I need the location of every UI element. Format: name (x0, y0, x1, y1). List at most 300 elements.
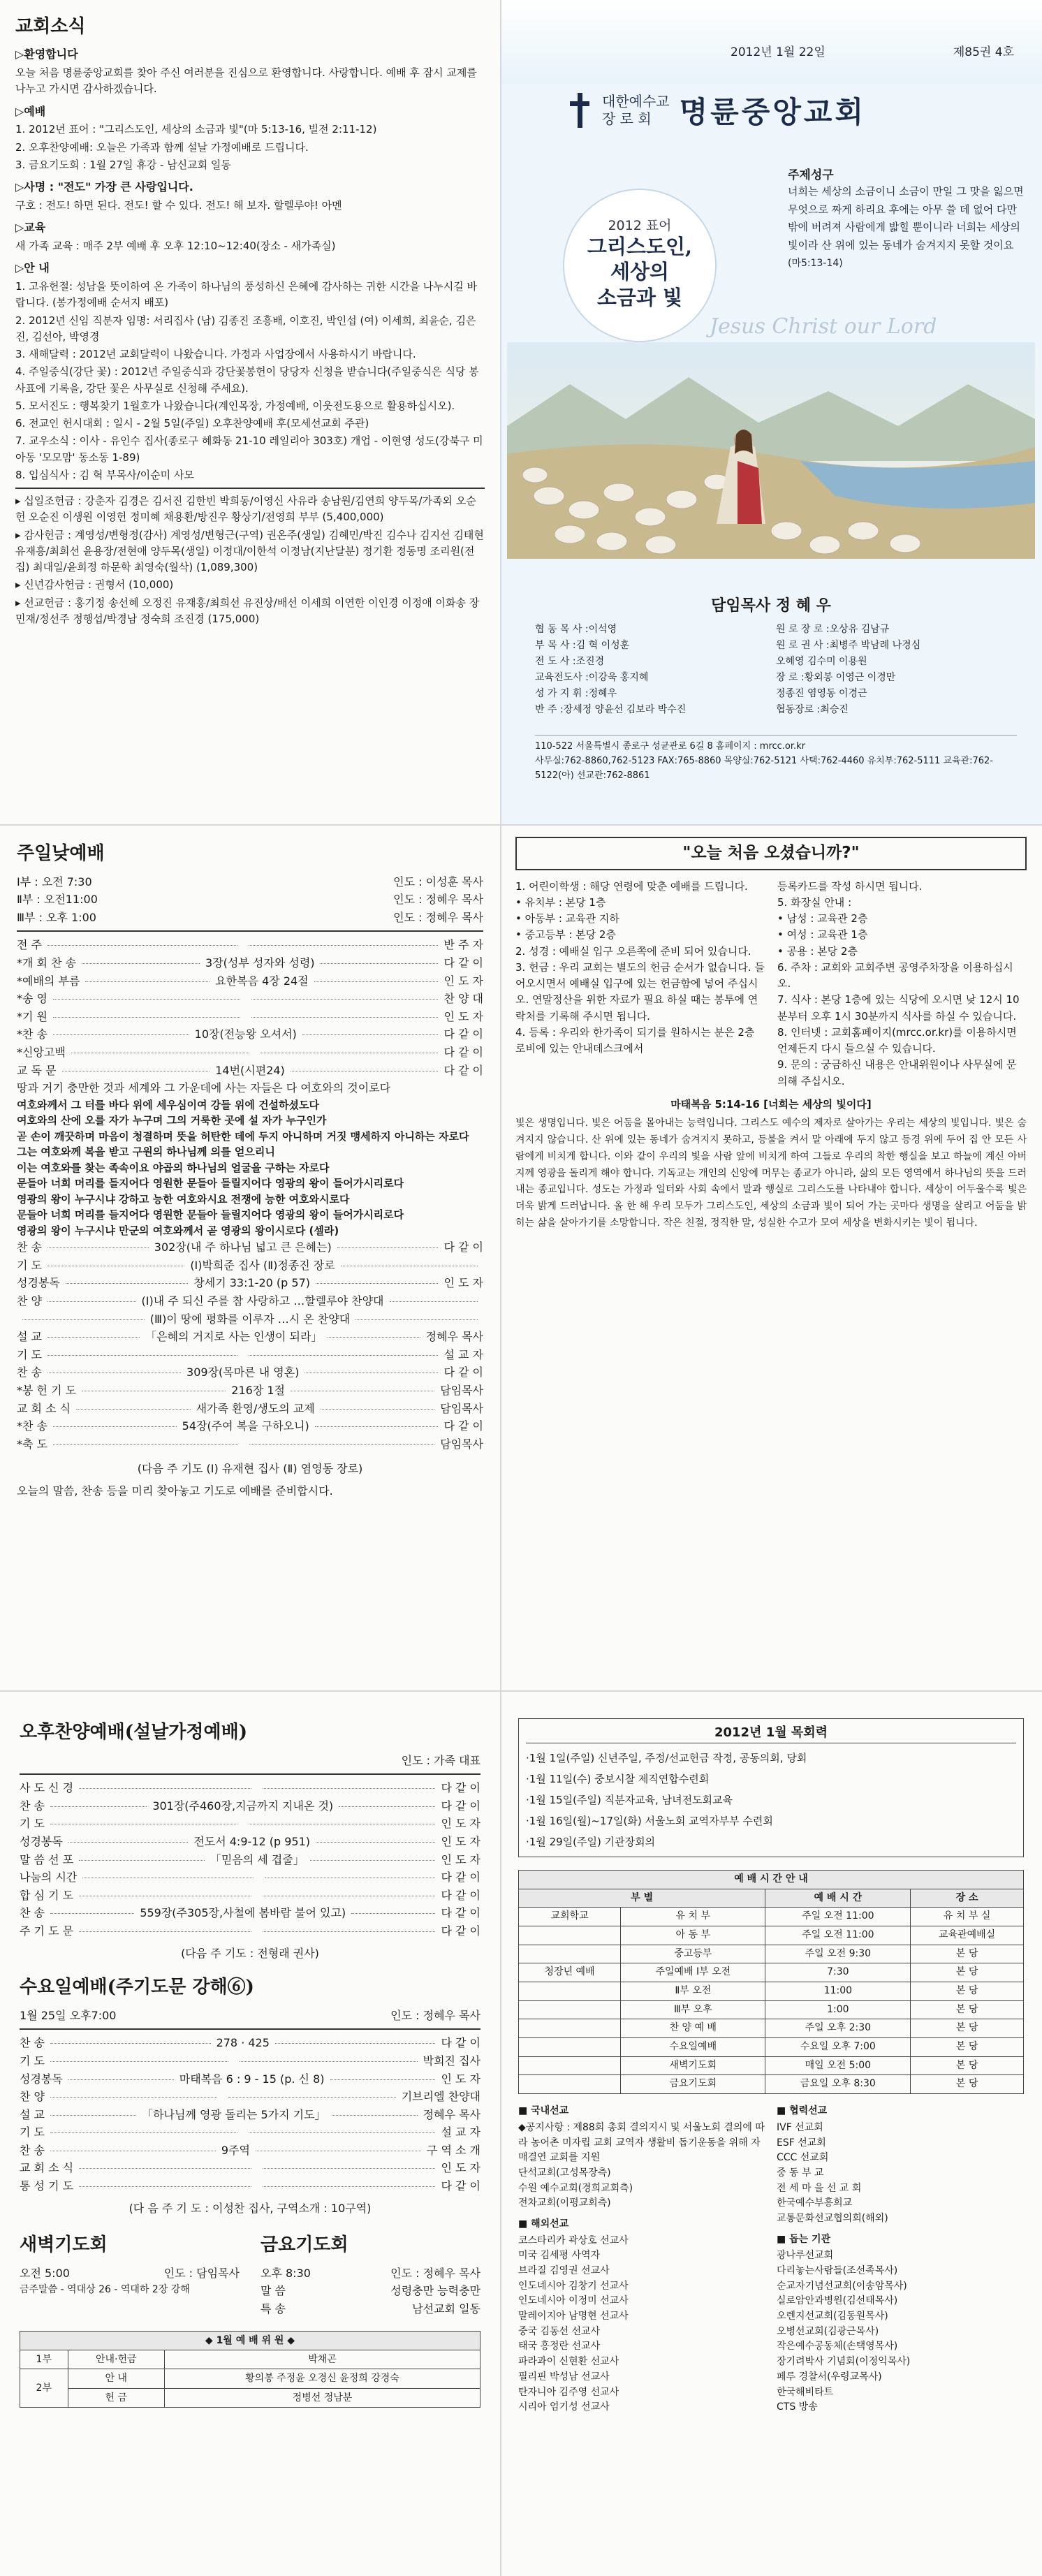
order-label: 성경봉독 (17, 1276, 60, 1290)
church-name: 명륜중앙교회 (679, 95, 867, 129)
friday-time: 오후 8:30 (260, 2266, 311, 2280)
theme-verse-ref: (마5:13-14) (788, 258, 843, 269)
org-item: CTS 방송 (777, 2401, 818, 2413)
order-dots (53, 999, 240, 1000)
order-person: 반 주 자 (443, 938, 484, 952)
friday-row-value: 남선교회 일동 (412, 2302, 480, 2316)
missionary-item: 말레이지아 남명현 선교사 (518, 2311, 629, 2322)
overseas-heading: ■ 해외선교 (518, 2218, 569, 2230)
duty-cell: 박채곤 (164, 2350, 480, 2369)
order-content: (Ⅰ)내 주 되신 주를 참 사랑하고 …할렐루야 찬양대 (141, 1294, 384, 1308)
dawn-title: 새벽기도회 (20, 2234, 108, 2256)
phone-line: 사무실:762-8860,762-5123 FAX:765-8860 목양실:762-5121 사택:762-4460 유치부:762-5111 교육관:762-5122(아) 선교관:762-8861 (535, 755, 993, 781)
duty-cell: 안내·헌금 (68, 2350, 164, 2369)
table-row (20, 2388, 480, 2407)
missionary-item: 브라질 김영권 선교사 (518, 2265, 610, 2277)
order-label: 기 도 (20, 2125, 45, 2139)
mission-lists (518, 2104, 1024, 2415)
order-dots (249, 2132, 436, 2133)
cross-icon (567, 93, 592, 128)
order-label: 기 도 (20, 2054, 45, 2068)
order-dots (355, 1319, 478, 1320)
order-person: 박희진 집사 (423, 2054, 480, 2068)
order-content: 새가족 환영/생도의 교제 (196, 1401, 315, 1415)
order-content: (Ⅰ)박희준 집사 (Ⅱ)정종진 장로 (190, 1258, 335, 1272)
order-label: *신앙고백 (17, 1045, 66, 1059)
mission-item: ◆공지사항 : 제88회 총회 결의지시 및 서울노회 결의에 따라 농어촌 미자립 교회 교역자 생활비 돕기운동을 위해 자매결연 교회를 지원 (518, 2121, 765, 2164)
wednesday-leader: 인도 : 정혜우 목사 (390, 2008, 480, 2022)
friday-info (260, 2264, 480, 2283)
partner-item: 교통문화선교협의회(해외) (777, 2212, 888, 2224)
order-row (17, 1257, 483, 1275)
page-other-services (0, 1690, 500, 2576)
order-label: 사 도 신 경 (20, 1781, 74, 1795)
calendar-item: ·1월 16일(월)~17일(화) 서울노회 교역자부부 수련회 (526, 1814, 773, 1827)
order-content: 「은혜의 거지로 사는 인생이 되라」 (145, 1330, 323, 1344)
order-row (17, 1346, 483, 1364)
schedule-cell: 본 당 (911, 1945, 1024, 1963)
guide-item: 5. 화장실 안내 : (777, 895, 852, 909)
order-dots (47, 945, 237, 946)
missionary-item: 인도네시아 김창기 선교사 (518, 2280, 629, 2292)
time-text: Ⅰ부 : 오전 7:30 (17, 874, 92, 888)
table-row (519, 2075, 1024, 2094)
news-title: 교회소식 (15, 16, 86, 37)
order-label: 기 도 (17, 1258, 42, 1272)
service-time (17, 873, 483, 891)
order-row (17, 1062, 483, 1080)
order-row (20, 2088, 480, 2106)
duty-table (20, 2331, 480, 2408)
schedule-cell: 주일예배 Ⅰ부 오전 (621, 1963, 765, 1982)
duty-cell: 정병선 정남분 (164, 2388, 480, 2407)
mission-text: 구호 : 전도! 하면 된다. 전도! 할 수 있다. 전도! 해 보자. 할렐루야! 아멘 (15, 198, 342, 212)
worship-item: 1. 2012년 표어 : "그리스도인, 세상의 소금과 빛"(마 5:13-16, 빌전 2:11-12) (15, 123, 377, 136)
order-person: 설 교 자 (441, 2125, 481, 2139)
order-content: 마태복음 6 : 9 - 15 (p. 신 8) (179, 2072, 325, 2086)
page-calendar (500, 1690, 1042, 2576)
staff-list (535, 622, 1017, 719)
order-dots (263, 2168, 435, 2169)
missionary-item: 인도네시아 이정미 선교사 (518, 2295, 629, 2307)
welcome-heading: ▷환영합니다 (15, 47, 78, 61)
order-person: 다 같 이 (441, 1906, 481, 1920)
order-row (20, 1887, 480, 1905)
guide-item: • 유치부 : 본당 1층 (515, 895, 606, 909)
order-of-service-2 (17, 1238, 483, 1453)
overseas-list (518, 2234, 765, 2415)
schedule-cell: 본 당 (911, 2056, 1024, 2075)
order-content: 창세기 33:1-20 (p 57) (193, 1276, 310, 1290)
order-label: *축 도 (17, 1437, 47, 1451)
divider (20, 1773, 480, 1775)
org-item: 한국해비타트 (777, 2386, 834, 2398)
order-person: 담임목사 (440, 1383, 484, 1397)
partner-item: IVF 선교회 (777, 2121, 823, 2133)
order-dots (53, 1034, 189, 1035)
wednesday-title: 수요일예배(주기도문 강해⑥) (20, 1977, 254, 1998)
staff-cell: 원 로 권 사 :최병주 박남례 나경심 (776, 640, 921, 652)
theme-verse-label: 주제성구 (788, 168, 834, 182)
partner-item: ESF 선교회 (777, 2137, 826, 2149)
order-person: 인 도 자 (443, 974, 483, 988)
schedule-cell: 새벽기도회 (621, 2056, 765, 2075)
staff-cell: 장 로 :황외봉 이영근 이경만 (776, 672, 896, 684)
schedule-cell: 수요일 오후 7:00 (765, 2038, 911, 2057)
order-content: 559장(주305장,사철에 봄바람 불어 있고) (140, 1906, 346, 1920)
leader-text: 인도 : 이성훈 목사 (393, 874, 483, 888)
domestic-list (518, 2121, 765, 2211)
order-row (17, 1238, 483, 1257)
responsive-line: 문들아 너희 머리를 들지어다 영원한 문들아 들릴지어다 영광의 왕이 들어가시리로다 (17, 1177, 404, 1190)
time-text: Ⅱ부 : 오전11:00 (17, 893, 98, 907)
order-dots (79, 1788, 251, 1789)
staff-cell: 반 주 :장세정 양윤선 김보라 박수진 (535, 704, 687, 716)
order-of-service (17, 936, 483, 1079)
order-dots (263, 1931, 435, 1932)
missionary-item: 파라과이 신현환 선교사 (518, 2356, 619, 2368)
order-content: 309장(목마른 내 영혼) (186, 1366, 300, 1380)
order-row (17, 954, 483, 972)
order-content: 9주역 (221, 2143, 250, 2157)
order-label: 성경봉독 (20, 2072, 63, 2086)
org-list (777, 2248, 1024, 2415)
mission-col-left (518, 2104, 765, 2415)
guide-item: 7. 교우소식 : 이사 - 유인수 집사(종로구 혜화동 21-10 레일리아 303호) 개업 - 이현영 성도(강북구 미아동 '모모맘' 동소동 1-89) (15, 434, 483, 464)
order-label: *봉 헌 기 도 (17, 1383, 77, 1397)
duty-cell: 2부 (20, 2369, 68, 2408)
sheet-divider (0, 1690, 1042, 1692)
schedule-cell: 아 동 부 (621, 1926, 765, 1945)
order-label: 성경봉독 (20, 1834, 63, 1848)
org-heading: ■ 돕는 기관 (777, 2233, 831, 2245)
order-dots (240, 2061, 418, 2062)
order-row (20, 2052, 480, 2070)
guide-heading: ▷안 내 (15, 261, 50, 275)
staff-cell: 원 로 장 로 :오상유 김남규 (776, 624, 890, 635)
next-week-prayer: (다음 주 기도 (Ⅰ) 유재현 집사 (Ⅱ) 염영동 장로) (137, 1462, 363, 1476)
order-content: 216장 1절 (231, 1383, 285, 1397)
order-dots (50, 2097, 217, 2098)
calendar-item: ·1월 15일(주일) 직분자교육, 남녀전도회교육 (526, 1793, 733, 1806)
motto-line: 그리스도인, (587, 235, 693, 258)
table-row (519, 1889, 1024, 1908)
guide-item: 1. 어린이학생 : 해당 연령에 맞춘 예배를 드립니다. (515, 879, 748, 893)
order-dots (68, 2079, 174, 2080)
guide-column-right (777, 879, 1027, 1090)
schedule-header: 장 소 (911, 1889, 1024, 1908)
order-row (20, 2106, 480, 2124)
guide-column-left (515, 879, 765, 1090)
missionary-item: 태국 홍정란 선교사 (518, 2341, 601, 2352)
staff-row (535, 654, 1017, 670)
page-sunday-service (0, 824, 500, 1690)
order-row (20, 2034, 480, 2052)
order-label: 찬 양 (17, 1294, 42, 1308)
order-content: 전도서 4:9-12 (p 951) (193, 1834, 310, 1848)
newcomer-banner: "오늘 처음 오셨습니까?" (515, 837, 1027, 870)
newcomer-guide (515, 879, 1027, 1090)
guide-item: 3. 새해달력 : 2012년 교회달력이 나왔습니다. 가정과 사업장에서 사용하시기 바랍니다. (15, 348, 416, 361)
order-dots (68, 1842, 188, 1843)
schedule-cell: 교육관예배실 (911, 1926, 1024, 1945)
org-item: 실로암안과병원(김선태목사) (777, 2295, 898, 2307)
order-dots (249, 945, 439, 946)
order-row (17, 1310, 483, 1329)
order-person: 다 같 이 (441, 2179, 481, 2193)
afternoon-leader: 인도 : 가족 대표 (401, 1753, 480, 1767)
partner-list (777, 2121, 1024, 2227)
mission-item: 단석교회(고성목장측) (518, 2167, 611, 2179)
order-person: 인 도 자 (441, 1817, 481, 1831)
mission-item: 전차교회(이평교회측) (518, 2197, 611, 2209)
staff-row (535, 686, 1017, 702)
order-dots (85, 981, 210, 982)
partner-item: 전 세 마 을 선 교 회 (777, 2182, 862, 2194)
order-dots (50, 2043, 211, 2044)
schedule-cell: 매일 오전 5:00 (765, 2056, 911, 2075)
friday-row (260, 2300, 480, 2318)
order-content: 54장(주여 복을 구하오니) (182, 1419, 309, 1433)
duty-cell: 헌 금 (68, 2388, 164, 2407)
guide-item: 4. 주일중식(강단 꽃) : 2012년 주일중식과 강단꽃봉헌이 당당자 신청을 받습니다(주일중식은 식당 봉사표에 기록을, 강단 꽃은 사무실로 신청해 주세요). (15, 365, 479, 395)
order-row (17, 1008, 483, 1026)
order-content: (Ⅲ)이 땅에 평화를 이루자 …시 온 찬양대 (149, 1312, 351, 1326)
order-person: 인 도 자 (443, 1009, 484, 1023)
schedule-cell: 주일 오전 11:00 (765, 1926, 911, 1945)
order-dots (79, 1931, 251, 1932)
wednesday-time: 1월 25일 오후7:00 (20, 2008, 117, 2022)
theme-verse (788, 183, 1025, 272)
sheet-divider (0, 824, 1042, 826)
denomination-line: 대한예수교 (602, 93, 670, 110)
order-person: 정혜우 목사 (425, 1330, 483, 1344)
order-dots (328, 1337, 420, 1338)
bulletin-issue: 제85권 4호 (953, 45, 1014, 59)
partner-item: 중 동 부 교 (777, 2167, 824, 2179)
order-label: 주 기 도 문 (20, 1924, 74, 1938)
senior-pastor: 담임목사 정 혜 우 (711, 597, 831, 615)
staff-cell: 전 도 사 :조진경 (535, 656, 605, 668)
order-row (17, 1274, 483, 1292)
order-dots (302, 1034, 439, 1035)
order-dots (251, 1017, 439, 1018)
guide-item: 등록카드를 작성 하시면 됩니다. (777, 879, 923, 893)
order-content: 3장(성부 성자와 성령) (205, 956, 315, 969)
order-label: *찬 송 (17, 1027, 47, 1041)
order-label: 통 성 기 도 (20, 2179, 74, 2193)
responsive-line: 여호와께서 그 터를 바다 위에 세우심이여 강들 위에 건설하셨도다 (17, 1098, 320, 1111)
order-dots (47, 1355, 237, 1356)
order-dots (251, 999, 439, 1000)
org-item: 순교자기념선교회(이송암목사) (777, 2280, 907, 2292)
leader-text: 인도 : 정혜우 목사 (393, 893, 483, 907)
order-dots (249, 1444, 434, 1445)
daily-word-text: 빛은 생명입니다. 빛은 어둠을 몰아내는 능력입니다. 그리스도 예수의 제자로 살아가는 우리는 세상의 빛입니다. 빛은 숨겨지지 않습니다. 산 위에 있는 동네가 숨겨지지 못하고, 등불을 켜서 말 아래에 두지 않고 등경 위에 두어 집 안 모든 사람에게 비치게 합니다. 이와 같이 우리의 빛을 사람 앞에 비치게 하여 그들로 우리의 착한 행실을 보고 하늘에 계신 아버지께 영광을 돌리게 해야 합니다. 기독교는 개인의 신앙에 머무는 종교가 아니라, 삶의 모든 영역에서 하나님의 뜻을 드러내는 종교입니다. 성도는 가정과 일터와 사회 속에서 말과 행실로 그리스도를 나타내야 합니다. 세상이 어두울수록 빛은 더욱 밝게 드러납니다. 올 한 해 우리 모두가 그리스도인, 세상의 소금과 빛이 되어 가는 곳마다 생명을 살리고 어둠을 밝히는 삶을 살아가기를 소망합니다. 작은 친절, 정직한 말, 성실한 수고가 모여 세상을 변화시키는 빛이 됩니다. (515, 1118, 1027, 1229)
order-row (20, 2070, 480, 2088)
order-label: 찬 송 (20, 1906, 45, 1920)
order-row (20, 2159, 480, 2177)
order-dots (50, 2061, 228, 2062)
page-church-news (0, 0, 500, 824)
divider (17, 930, 483, 932)
missionary-item: 시리아 엄기성 선교사 (518, 2401, 610, 2413)
table-row (519, 1963, 1024, 1982)
order-row (20, 1797, 480, 1815)
schedule-cell (519, 2038, 621, 2057)
order-row (20, 2177, 480, 2195)
order-label: 교 회 소 식 (17, 1401, 71, 1415)
staff-row (535, 670, 1017, 686)
guide-item: 2. 2012년 신임 직분자 임명: 서리집사 (남) 김종진 조흥배, 이호진, 박인섭 (여) 이세희, 최윤순, 김은진, 김선아, 박영경 (15, 314, 476, 343)
table-row (519, 1908, 1024, 1926)
wednesday-next-prayer: (다 음 주 기 도 : 이성찬 집사, 구역소개 : 10구역) (129, 2201, 372, 2215)
order-person: 다 같 이 (443, 1027, 484, 1041)
order-content: 14번(시편24) (215, 1063, 285, 1077)
partner-heading: ■ 협력선교 (777, 2105, 828, 2117)
schedule-cell: 본 당 (911, 2075, 1024, 2094)
schedule-cell: 금요기도회 (621, 2075, 765, 2094)
order-content: 요한복음 4장 24절 (215, 974, 309, 988)
table-row (519, 2056, 1024, 2075)
order-person: 다 같 이 (441, 1924, 481, 1938)
wednesday-info (20, 2007, 480, 2025)
order-row (20, 1868, 480, 1887)
schedule-cell: 본 당 (911, 1963, 1024, 1982)
order-dots (228, 2097, 395, 2098)
order-row (20, 2123, 480, 2142)
order-dots (79, 2168, 251, 2169)
order-label: 교 독 문 (17, 1063, 57, 1077)
mission-heading: ▷사명 : "전도" 가장 큰 사랑입니다. (15, 180, 193, 194)
order-person: 찬 양 대 (443, 992, 484, 1006)
responsive-reading (17, 1097, 483, 1239)
order-dots (47, 1247, 149, 1248)
calendar-item: ·1월 11일(수) 중보시찰 제직연합수련회 (526, 1772, 710, 1785)
order-content: 302장(내 주 하나님 넓고 큰 은혜는) (154, 1241, 332, 1254)
table-row (519, 1982, 1024, 2001)
order-row (17, 1382, 483, 1400)
friday-prayer (260, 2231, 480, 2318)
order-label: 찬 송 (20, 1799, 45, 1813)
order-row (17, 972, 483, 990)
schedule-box (518, 1870, 1024, 2094)
order-person: 담임목사 (440, 1437, 484, 1451)
staff-row (535, 622, 1017, 638)
order-label: 나눔의 시간 (20, 1871, 78, 1885)
partner-item: CCC 선교회 (777, 2152, 829, 2164)
page-cover (500, 0, 1042, 824)
offering-item: ▸ 신년감사헌금 : 권형서 (10,000) (15, 578, 174, 592)
motto-circle (563, 189, 717, 342)
order-dots (351, 1913, 435, 1914)
order-row (17, 1044, 483, 1062)
order-dots (263, 1788, 435, 1789)
motto-line: 세상의 (610, 260, 670, 284)
page-newcomers (500, 824, 1042, 1690)
order-person: 다 같 이 (441, 1799, 481, 1813)
order-dots (330, 2079, 436, 2080)
order-person: 다 같 이 (443, 1419, 484, 1433)
duty-box (20, 2331, 480, 2408)
schedule-cell: 중고등부 (621, 1945, 765, 1963)
time-text: Ⅲ부 : 오후 1:00 (17, 910, 96, 924)
guide-item: 4. 등록 : 우리와 한가족이 되기를 원하시는 분은 2층 로비에 있는 안내데스크에서 (515, 1025, 755, 1055)
daily-word-title: 마태복음 5:14-16 [너희는 세상의 빛이다] (670, 1097, 872, 1111)
schedule-cell: 본 당 (911, 1982, 1024, 2001)
order-row (17, 936, 483, 954)
schedule-cell: 유 치 부 (621, 1908, 765, 1926)
order-dots (390, 1301, 478, 1302)
mission-item: 수원 예수교회(경희교회측) (518, 2182, 633, 2194)
org-item: 다리놓는사람들(조선족목사) (777, 2265, 898, 2277)
table-row (519, 2019, 1024, 2038)
schedule-cell: 유 치 부 실 (911, 1908, 1024, 1926)
order-row (20, 1904, 480, 1922)
guide-item: 1. 고유헌절: 성남을 뜻이하여 온 가족이 하나님의 풍성하신 은혜에 감사하는 귀한 시간을 나누시길 바랍니다. (봉가정예배 순서지 배포) (15, 280, 477, 309)
responsive-line: 문들아 너희 머리를 들지어다 영원한 문들아 들릴지어다 영광의 왕이 들어가시리로다 (17, 1208, 404, 1222)
table-row (519, 2000, 1024, 2019)
missionary-item: 탄자니아 김주영 선교사 (518, 2386, 619, 2398)
order-dots (337, 1247, 439, 1248)
table-row (20, 2369, 480, 2388)
dawn-prayer (20, 2231, 240, 2318)
org-item: 광나루선교회 (777, 2250, 834, 2262)
order-dots (315, 1426, 439, 1427)
order-dots (50, 1806, 147, 1807)
offering-item: ▸ 십일조헌금 : 강춘자 김경은 김서진 김한빈 박희동/이영신 사유라 송남원/김연희 양두목/가족외 오순헌 오순진 이생원 이영헌 정미혜 채용환/방진우 황상기/전영희 부부 (5,400,000) (15, 495, 476, 524)
friday-row-label: 말 씀 (260, 2284, 286, 2298)
schedule-cell (519, 1926, 621, 1945)
order-content: 「하나님께 영광 돌리는 5가지 기도」 (142, 2107, 326, 2121)
education-heading: ▷교육 (15, 221, 46, 235)
order-label: *찬 송 (17, 1419, 47, 1433)
order-row (20, 2142, 480, 2160)
schedule-cell (519, 1982, 621, 2001)
order-dots (332, 2115, 418, 2116)
order-label: 말 씀 선 포 (20, 1852, 74, 1866)
friday-row-value: 성령충만 능력충만 (390, 2284, 480, 2298)
friday-row (260, 2282, 480, 2300)
order-person: 다 같 이 (441, 1888, 481, 1902)
staff-cell: 정종진 염영동 이경근 (776, 688, 867, 700)
order-person: 담임목사 (440, 1401, 484, 1415)
order-person: 다 같 이 (443, 1045, 483, 1059)
order-dots (76, 1409, 190, 1410)
staff-cell: 협 동 목 사 :이석영 (535, 624, 617, 635)
order-person: 인 도 자 (443, 1276, 484, 1290)
order-row (20, 1833, 480, 1851)
prayer-meetings (20, 2231, 480, 2318)
schedule-cell (519, 2056, 621, 2075)
order-dots (263, 2186, 435, 2187)
order-row (17, 1417, 483, 1435)
order-label: 찬 송 (20, 2036, 45, 2050)
schedule-cell: 1:00 (765, 2000, 911, 2019)
wednesday-order (20, 2034, 480, 2195)
order-label: 기 도 (20, 1817, 45, 1831)
calendar-item: ·1월 29일(주일) 기관장회의 (526, 1835, 656, 1848)
denomination (602, 93, 670, 128)
order-dots (249, 1355, 439, 1356)
order-label: *송 영 (17, 992, 47, 1006)
staff-row (535, 638, 1017, 654)
order-label: 찬 송 (17, 1366, 42, 1380)
schedule-cell (519, 2000, 621, 2019)
dawn-time: 오전 5:00 (20, 2266, 70, 2280)
schedule-cell: 본 당 (911, 2038, 1024, 2057)
offering-item: ▸ 감사헌금 : 계영성/변형정(감사) 계영성/변형근(구역) 권온주(생일) 김혜민/박진 김수나 김지선 김태현 유재흥/최희선 윤용장/전현애 양두목(생일) 이정대/이한석 이정남(지난달분) 정기환 정동명 조리원(전집) 최대일/윤희정 하문학 최영숙(월삭) (1,089,300) (15, 528, 484, 574)
